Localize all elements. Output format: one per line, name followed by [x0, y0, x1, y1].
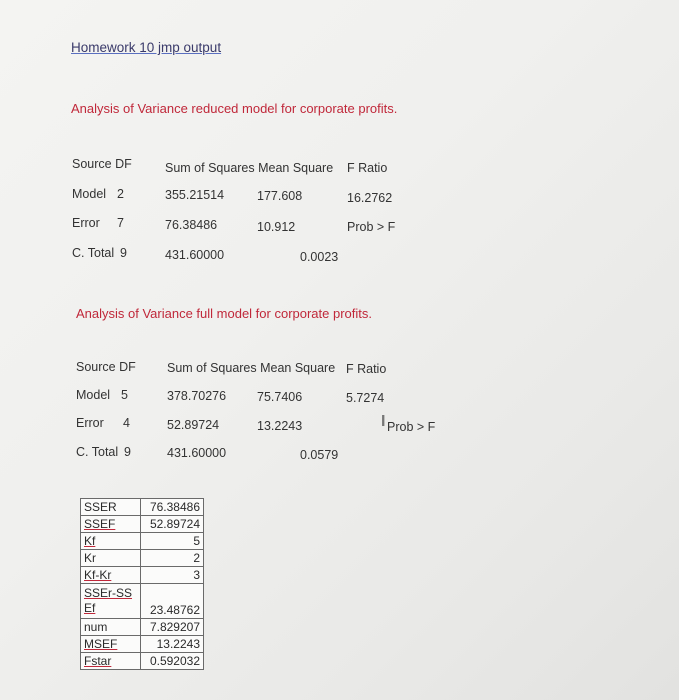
cell-value[interactable]: 13.2243 — [141, 636, 204, 653]
cell-value[interactable]: 52.89724 — [141, 516, 204, 533]
full-total-source: C. Total — [76, 445, 119, 459]
cell-label-wrap[interactable] — [81, 567, 141, 584]
table-row — [81, 499, 204, 516]
cell-label[interactable]: SSER — [81, 499, 141, 516]
reduced-error-source: Error — [72, 216, 100, 230]
cell-label: SSEF — [84, 517, 116, 531]
f-test-calc-table — [80, 498, 204, 670]
cell-value[interactable]: 5 — [141, 533, 204, 550]
cell-label: SSEr-SSEf — [84, 586, 133, 615]
cell-label-wrap[interactable] — [81, 533, 141, 550]
cell-value[interactable]: 0.592032 — [141, 653, 204, 670]
reduced-total-source: C. Total — [72, 246, 115, 260]
full-model-ms: 75.7406 — [257, 390, 303, 404]
table-row — [81, 636, 204, 653]
reduced-anova-title: Analysis of Variance reduced model for corporate profits. — [71, 101, 398, 116]
reduced-header-ss-ms: Sum of Squares Mean Square — [165, 161, 334, 175]
cell-label-wrap[interactable] — [81, 636, 141, 653]
text-cursor-icon: I — [381, 413, 386, 430]
cell-label-wrap[interactable] — [81, 584, 141, 619]
cell-label-wrap[interactable] — [81, 653, 141, 670]
cell-label: Fstar — [84, 654, 112, 668]
cell-value[interactable]: 7.829207 — [141, 619, 204, 636]
cell-label: MSEF — [84, 637, 118, 651]
reduced-error-df: 7 — [117, 216, 124, 230]
full-header-f-ratio: F Ratio — [346, 362, 387, 376]
full-total-ss: 431.60000 — [167, 446, 227, 460]
reduced-model-df: 2 — [117, 187, 124, 201]
table-row — [81, 550, 204, 567]
full-model-source: Model — [76, 388, 111, 402]
table-row — [81, 516, 204, 533]
full-model-df: 5 — [121, 388, 128, 402]
reduced-prob-value: 0.0023 — [300, 250, 339, 264]
full-header-source-df: Source DF — [76, 360, 136, 374]
cell-value[interactable]: 76.38486 — [141, 499, 204, 516]
full-error-source: Error — [76, 416, 104, 430]
cell-value[interactable]: 3 — [141, 567, 204, 584]
reduced-model-ms: 177.608 — [257, 189, 303, 203]
reduced-header-source-df: Source DF — [72, 157, 132, 171]
full-total-df: 9 — [124, 445, 131, 459]
full-error-df: 4 — [123, 416, 130, 430]
table-row — [81, 533, 204, 550]
cell-value[interactable]: 23.48762 — [141, 584, 204, 619]
reduced-error-ss: 76.38486 — [165, 218, 218, 232]
cell-label: Kf-Kr — [84, 568, 112, 582]
reduced-f-ratio-value: 16.2762 — [347, 191, 393, 205]
cell-label[interactable]: Kr — [81, 550, 141, 567]
full-anova-title: Analysis of Variance full model for corporate profits. — [76, 306, 373, 321]
full-f-ratio-value: 5.7274 — [346, 391, 385, 405]
reduced-header-f-ratio: F Ratio — [347, 161, 388, 175]
cell-label: Kf — [84, 534, 96, 548]
reduced-error-ms: 10.912 — [257, 220, 296, 234]
reduced-prob-label: Prob > F — [347, 220, 396, 234]
cell-label[interactable]: num — [81, 619, 141, 636]
table-row — [81, 584, 204, 619]
cell-value[interactable]: 2 — [141, 550, 204, 567]
cell-label-wrap[interactable] — [81, 516, 141, 533]
reduced-total-ss: 431.60000 — [165, 248, 225, 262]
full-prob-value: 0.0579 — [300, 448, 339, 462]
table-row — [81, 653, 204, 670]
full-prob-label: Prob > F — [387, 420, 436, 434]
full-header-ss-ms: Sum of Squares Mean Square — [167, 361, 336, 375]
page-heading: Homework 10 jmp output — [71, 40, 222, 55]
full-error-ms: 13.2243 — [257, 419, 303, 433]
full-error-ss: 52.89724 — [167, 418, 220, 432]
reduced-total-df: 9 — [120, 246, 127, 260]
reduced-model-source: Model — [72, 187, 107, 201]
reduced-model-ss: 355.21514 — [165, 188, 225, 202]
table-row — [81, 619, 204, 636]
table-row — [81, 567, 204, 584]
full-model-ss: 378.70276 — [167, 389, 227, 403]
